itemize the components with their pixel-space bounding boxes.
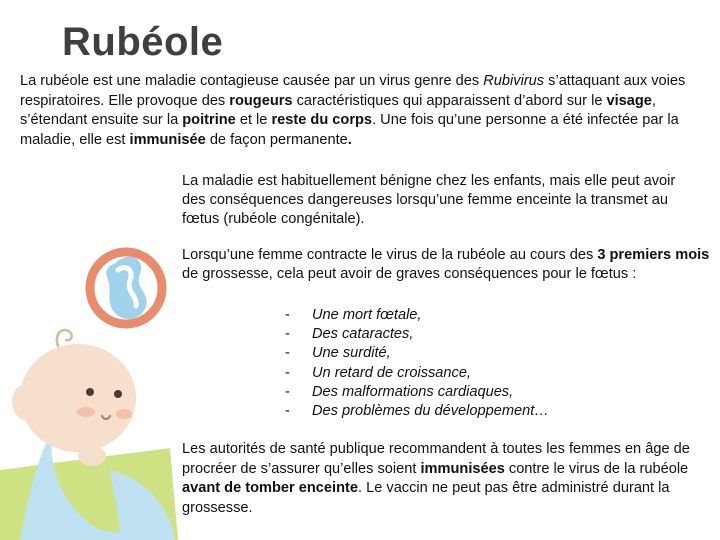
baby-illustration: [12, 330, 175, 540]
list-item: - Une mort fœtale,: [285, 307, 422, 323]
pregnancy-icon: [90, 252, 162, 324]
green-blanket: [0, 448, 178, 540]
consequences-list: [285, 306, 549, 421]
list-item: - Des problèmes du développement…: [285, 403, 549, 420]
list-item: - Une surdité,: [285, 345, 391, 362]
virus-genus: Rubivirus: [483, 73, 545, 89]
list-item: - Des malformations cardiaques,: [285, 383, 514, 400]
page-title: Rubéole: [62, 20, 224, 64]
intro-paragraph: La rubéole est une maladie contagieuse causée par un virus genre des Rubivirus s’attaquant aux voies respiratoires. Elle provoque des rougeurs caractéristiques qui apparaissent d’abord sur le visage, s’étendant ensuite sur la poitrine et le reste du corps. Une fois qu’une personne a été infectée par la maladie, elle est immunisée de façon permanente.: [20, 73, 686, 148]
children-paragraph: La maladie est habituellement bénigne chez les enfants, mais elle peut avoir des conséquences dangereuses lorsqu’une femme enceinte la transmet au fœtus (rubéole congénitale).: [182, 173, 676, 228]
list-item: - Un retard de croissance,: [285, 364, 471, 381]
list-item: - Des cataractes,: [285, 326, 414, 343]
recommendation-paragraph: Les autorités de santé publique recommandent à toutes les femmes en âge de procréer de s’assurer qu’elles soient immunisées contre le virus de la rubéole avant de tomber enceinte. Le vaccin ne peut pas être administré durant la grossesse.: [182, 441, 690, 516]
pregnancy-risk-paragraph: Lorsqu’une femme contracte le virus de la rubéole au cours des 3 premiers mois de grossesse, cela peut avoir de graves conséquences pour le fœtus :: [182, 247, 710, 283]
